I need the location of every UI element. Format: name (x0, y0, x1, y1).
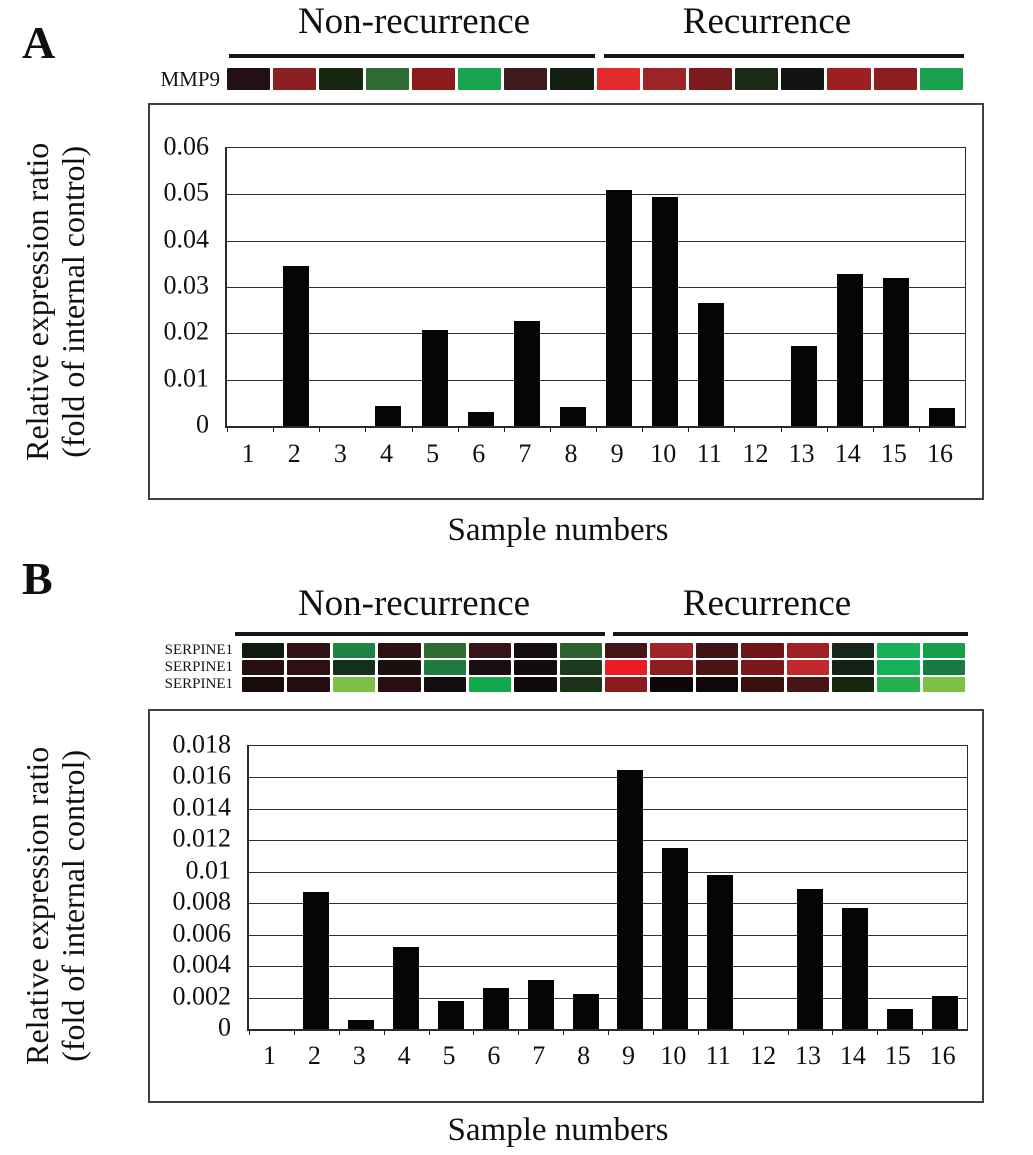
heatmap-cell-sample-4 (378, 643, 420, 658)
x-tick-label: 14 (834, 439, 861, 468)
x-tick-mark (596, 426, 597, 432)
x-tick-mark (429, 1029, 430, 1035)
x-tick-mark (339, 1029, 340, 1035)
heatmap-cell-sample-10 (643, 68, 686, 90)
x-tick-label: 10 (650, 439, 677, 468)
heatmap-cell-sample-8 (560, 643, 602, 658)
heatmap-cell-sample-2 (287, 660, 329, 675)
heatmap-cell-sample-12 (741, 643, 783, 658)
x-tick-mark (608, 1029, 609, 1035)
bar-sample-10 (652, 197, 678, 426)
bar-sample-16 (932, 996, 958, 1029)
y-tick-label: 0 (218, 1012, 231, 1042)
x-tick-mark (458, 426, 459, 432)
heatmap-cell-sample-9 (597, 68, 640, 90)
chart-box-b (148, 709, 984, 1103)
heatmap-cell-sample-15 (874, 68, 917, 90)
x-tick-label: 1 (262, 1041, 276, 1070)
heatmap-cell-sample-13 (787, 643, 829, 658)
x-tick-mark (827, 426, 828, 432)
y-tick-label: 0.02 (163, 316, 209, 346)
bar-sample-9 (606, 190, 632, 426)
y-axis-ticks (150, 131, 217, 439)
heatmap-cell-sample-5 (424, 677, 466, 692)
heatmap-cell-sample-12 (741, 660, 783, 675)
heatmap-row-label: MMP9 (160, 67, 220, 91)
y-tick-label: 0.008 (172, 886, 231, 916)
heatmap-row-cells (242, 660, 965, 675)
heatmap-cell-sample-6 (458, 68, 501, 90)
x-tick-mark (653, 1029, 654, 1035)
bar-sample-15 (883, 278, 909, 426)
heatmap-cell-sample-1 (242, 643, 284, 658)
x-tick-mark (877, 1029, 878, 1035)
heatmap-row-label: SERPINE1 (164, 659, 233, 675)
x-tick-mark (743, 1029, 744, 1035)
x-tick-label: 4 (397, 1041, 411, 1070)
x-tick-label: 3 (352, 1041, 366, 1070)
x-tick-mark (227, 426, 228, 432)
bar-sample-13 (791, 346, 817, 426)
plot-area-b (247, 745, 968, 1031)
bar-sample-16 (929, 408, 955, 426)
heatmap-cell-sample-7 (514, 677, 556, 692)
bar-sample-6 (483, 988, 509, 1029)
heatmap-cell-sample-15 (877, 677, 919, 692)
heatmap-cell-sample-4 (378, 660, 420, 675)
heatmap-cell-sample-16 (920, 68, 963, 90)
x-tick-mark (273, 426, 274, 432)
x-tick-label: 6 (472, 439, 486, 468)
x-tick-mark (384, 1029, 385, 1035)
heatmap-cell-sample-11 (696, 643, 738, 658)
heatmap-cell-sample-6 (469, 643, 511, 658)
y-axis-title (0, 103, 112, 500)
y-tick-label: 0.06 (163, 131, 209, 161)
x-tick-label: 1 (241, 439, 255, 468)
bar-sample-14 (842, 908, 868, 1029)
bar-sample-7 (528, 980, 554, 1029)
x-tick-label: 12 (750, 1041, 777, 1070)
y-axis-title (0, 709, 112, 1103)
x-tick-label: 8 (564, 439, 578, 468)
heatmap-cell-sample-10 (650, 677, 692, 692)
heatmap-cell-sample-1 (242, 677, 284, 692)
x-tick-label: 13 (788, 439, 815, 468)
y-tick-label: 0.018 (172, 729, 231, 759)
x-tick-label: 9 (610, 439, 624, 468)
x-tick-label: 11 (705, 1041, 731, 1070)
panel-label-b: B (22, 553, 53, 604)
heatmap-cell-sample-8 (560, 677, 602, 692)
heatmap-cell-sample-14 (832, 660, 874, 675)
x-tick-mark (365, 426, 366, 432)
x-axis-title: Sample numbers (447, 512, 669, 548)
x-tick-mark (919, 426, 920, 432)
bar-sample-14 (837, 274, 863, 426)
gridline (249, 872, 967, 873)
x-tick-mark (922, 1029, 923, 1035)
heatmap-cell-sample-14 (832, 677, 874, 692)
bar-sample-7 (514, 321, 540, 426)
group-label-recurrence: Recurrence (682, 1, 852, 42)
heatmap-row-cells (242, 677, 965, 692)
x-tick-mark (781, 426, 782, 432)
heatmap-row-cells (242, 643, 965, 658)
bar-sample-13 (797, 889, 823, 1029)
x-tick-mark (249, 1029, 250, 1035)
heatmap-cell-sample-2 (287, 677, 329, 692)
group-label-non-recurrence: Non-recurrence (297, 1, 531, 42)
y-tick-label: 0.01 (163, 363, 209, 393)
y-tick-label: 0.016 (172, 760, 231, 790)
bar-sample-9 (617, 770, 643, 1029)
x-tick-mark (688, 426, 689, 432)
x-tick-mark (319, 426, 320, 432)
x-tick-mark (504, 426, 505, 432)
y-tick-label: 0.04 (163, 224, 209, 254)
heatmap-cell-sample-11 (696, 660, 738, 675)
heatmap-cell-sample-2 (287, 643, 329, 658)
x-tick-mark (473, 1029, 474, 1035)
bar-sample-2 (283, 266, 309, 426)
recurrence-underline (604, 54, 964, 58)
heatmap-cell-sample-5 (424, 643, 466, 658)
x-tick-label: 5 (442, 1041, 456, 1070)
x-tick-mark (563, 1029, 564, 1035)
heatmap-cell-sample-12 (735, 68, 778, 90)
x-tick-label: 2 (307, 1041, 321, 1070)
x-tick-label: 6 (487, 1041, 501, 1070)
heatmap-cell-sample-3 (333, 643, 375, 658)
y-tick-label: 0.014 (172, 792, 231, 822)
x-tick-mark (832, 1029, 833, 1035)
x-tick-label: 11 (696, 439, 722, 468)
bar-sample-5 (422, 330, 448, 426)
heatmap-cell-sample-13 (781, 68, 824, 90)
x-tick-label: 8 (577, 1041, 591, 1070)
bar-sample-4 (375, 406, 401, 426)
heatmap-cell-sample-14 (832, 643, 874, 658)
y-axis-title-line1: Relative expression ratio (19, 746, 56, 1066)
non-recurrence-underline (235, 632, 605, 636)
heatmap-cell-sample-3 (333, 660, 375, 675)
gridline (249, 809, 967, 810)
x-axis-title: Sample numbers (447, 1112, 669, 1148)
x-tick-label: 4 (379, 439, 393, 468)
bar-sample-8 (573, 994, 599, 1029)
x-axis-ticks (225, 441, 963, 471)
heatmap-cell-sample-16 (923, 660, 965, 675)
heatmap-cell-sample-11 (696, 677, 738, 692)
heatmap-cell-sample-3 (319, 68, 362, 90)
x-tick-label: 15 (884, 1041, 911, 1070)
heatmap-row-cells (227, 68, 963, 90)
y-axis-title-line1: Relative expression ratio (19, 142, 56, 461)
gridline (227, 241, 965, 242)
y-tick-label: 0.002 (172, 981, 231, 1011)
x-tick-mark (873, 426, 874, 432)
x-tick-mark (412, 426, 413, 432)
heatmap-cell-sample-13 (787, 677, 829, 692)
x-tick-label: 13 (794, 1041, 821, 1070)
gridline (249, 840, 967, 841)
x-tick-label: 10 (660, 1041, 687, 1070)
x-tick-label: 7 (518, 439, 532, 468)
x-tick-mark (788, 1029, 789, 1035)
bar-sample-2 (303, 892, 329, 1029)
y-tick-label: 0.004 (172, 949, 231, 979)
x-tick-mark (294, 1029, 295, 1035)
y-tick-label: 0 (196, 409, 209, 439)
heatmap-cell-sample-14 (827, 68, 870, 90)
heatmap-cell-sample-16 (923, 677, 965, 692)
heatmap-cell-sample-9 (605, 677, 647, 692)
heatmap-cell-sample-15 (877, 643, 919, 658)
recurrence-underline (613, 632, 968, 636)
heatmap-cell-sample-5 (424, 660, 466, 675)
x-tick-label: 14 (839, 1041, 866, 1070)
bar-sample-15 (887, 1009, 913, 1029)
heatmap-cell-sample-12 (741, 677, 783, 692)
heatmap-cell-sample-10 (650, 643, 692, 658)
heatmap-row-label: SERPINE1 (164, 642, 233, 658)
heatmap-cell-sample-13 (787, 660, 829, 675)
heatmap-cell-sample-9 (605, 643, 647, 658)
bar-sample-11 (707, 875, 733, 1029)
heatmap-cell-sample-8 (560, 660, 602, 675)
heatmap-cell-sample-10 (650, 660, 692, 675)
heatmap-cell-sample-5 (412, 68, 455, 90)
bar-sample-6 (468, 412, 494, 426)
chart-box-a (148, 103, 984, 500)
bar-sample-3 (348, 1020, 374, 1029)
heatmap-cell-sample-7 (514, 643, 556, 658)
heatmap-cell-sample-3 (333, 677, 375, 692)
x-tick-mark (698, 1029, 699, 1035)
heatmap-cell-sample-9 (605, 660, 647, 675)
x-tick-label: 12 (742, 439, 769, 468)
heatmap-cell-sample-1 (242, 660, 284, 675)
x-tick-mark (550, 426, 551, 432)
heatmap-cell-sample-8 (550, 68, 593, 90)
heatmap-row-label: SERPINE1 (164, 676, 233, 692)
heatmap-cell-sample-15 (877, 660, 919, 675)
y-axis-ticks (150, 729, 239, 1042)
x-axis-ticks (247, 1043, 965, 1073)
y-tick-label: 0.006 (172, 918, 231, 948)
x-tick-label: 7 (532, 1041, 546, 1070)
x-tick-mark (518, 1029, 519, 1035)
y-axis-title-line2: (fold of internal control) (55, 750, 91, 1062)
non-recurrence-underline (229, 54, 595, 58)
x-tick-label: 5 (426, 439, 440, 468)
x-tick-label: 3 (333, 439, 347, 468)
heatmap-cell-sample-7 (514, 660, 556, 675)
heatmap-cell-sample-4 (378, 677, 420, 692)
y-tick-label: 0.01 (185, 855, 231, 885)
heatmap-cell-sample-6 (469, 677, 511, 692)
group-label-non-recurrence: Non-recurrence (297, 583, 531, 624)
plot-area-a (225, 147, 966, 428)
heatmap-cell-sample-7 (504, 68, 547, 90)
heatmap-cell-sample-11 (689, 68, 732, 90)
bar-sample-5 (438, 1001, 464, 1029)
x-tick-label: 9 (621, 1041, 635, 1070)
heatmap-cell-sample-1 (227, 68, 270, 90)
bar-sample-10 (662, 848, 688, 1029)
heatmap-cell-sample-4 (366, 68, 409, 90)
gridline (249, 777, 967, 778)
x-tick-mark (734, 426, 735, 432)
x-tick-label: 2 (287, 439, 301, 468)
gridline (227, 194, 965, 195)
panel-label-a: A (22, 17, 56, 68)
y-axis-title-line2: (fold of internal control) (55, 145, 91, 458)
x-tick-label: 15 (880, 439, 907, 468)
group-label-recurrence: Recurrence (682, 583, 852, 624)
heatmap-cell-sample-16 (923, 643, 965, 658)
x-tick-mark (642, 426, 643, 432)
gridline (249, 903, 967, 904)
bar-sample-11 (698, 303, 724, 426)
heatmap-cell-sample-2 (273, 68, 316, 90)
x-tick-label: 16 (929, 1041, 956, 1070)
y-tick-label: 0.03 (163, 270, 209, 300)
bar-sample-4 (393, 947, 419, 1029)
heatmap-cell-sample-6 (469, 660, 511, 675)
y-tick-label: 0.012 (172, 823, 231, 853)
bar-sample-8 (560, 407, 586, 426)
x-tick-label: 16 (926, 439, 953, 468)
y-tick-label: 0.05 (163, 177, 209, 207)
